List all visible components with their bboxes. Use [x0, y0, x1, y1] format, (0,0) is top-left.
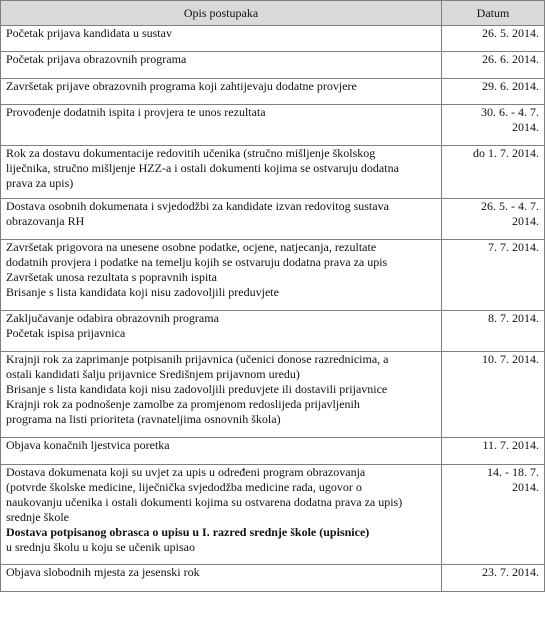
date-line: 26. 5. - 4. 7. [481, 199, 539, 213]
row-description [1, 146, 442, 199]
date-line: 30. 6. - 4. 7. [481, 105, 539, 119]
date-line: 23. 7. 2014. [482, 565, 539, 579]
description-line: Brisanje s lista kandidata koji nisu zadovoljili preduvjete ili dostavili prijavnice [6, 382, 388, 396]
date-line: 2014. [512, 214, 539, 228]
description-line: Provođenje dodatnih ispita i provjera te unos rezultata [6, 105, 266, 119]
row-date [442, 52, 545, 79]
description-line: Objava slobodnih mjesta za jesenski rok [6, 565, 200, 579]
row-description [1, 240, 442, 311]
date-line: 7. 7. 2014. [488, 240, 539, 254]
description-line: Dostava dokumenata koji su uvjet za upis u određeni program obrazovanja [6, 465, 366, 479]
table-row [1, 352, 545, 438]
table-header-row [1, 1, 545, 26]
row-date [442, 438, 545, 465]
description-line: Krajnji rok za podnošenje zamolbe za promjenom redoslijeda prijavljenih [6, 397, 360, 411]
row-description [1, 438, 442, 465]
date-line: 11. 7. 2014. [482, 438, 539, 452]
row-description [1, 352, 442, 438]
table-row [1, 311, 545, 352]
description-line: Završetak unosa rezultata s popravnih ispita [6, 270, 217, 284]
date-line: 2014. [512, 120, 539, 134]
row-date [442, 199, 545, 240]
header-date: Datum [442, 1, 545, 26]
date-line: 10. 7. 2014. [482, 352, 539, 366]
table-row [1, 199, 545, 240]
row-date [442, 352, 545, 438]
description-line: srednje škole [6, 510, 69, 524]
description-line: dodatnih provjera i podatke na temelju kojih se ostvaruju dodatna prava za upis [6, 255, 388, 269]
description-line: Početak prijava obrazovnih programa [6, 52, 187, 66]
table-row [1, 465, 545, 565]
description-line: Objava konačnih ljestvica poretka [6, 438, 170, 452]
row-date [442, 105, 545, 146]
date-line: do 1. 7. 2014. [473, 146, 539, 160]
description-line: Rok za dostavu dokumentacije redovitih učenika (stručno mišljenje školskog [6, 146, 376, 160]
description-line: Brisanje s lista kandidata koji nisu zadovoljili preduvjete [6, 285, 279, 299]
table-row [1, 26, 545, 52]
description-line: Zaključavanje odabira obrazovnih programa [6, 311, 219, 325]
description-line: Završetak prijave obrazovnih programa koji zahtijevaju dodatne provjere [6, 79, 357, 93]
description-line: programa na listi prioriteta (ravnateljima osnovnih škola) [6, 412, 281, 426]
table-row [1, 52, 545, 79]
description-line: Početak prijava kandidata u sustav [6, 26, 172, 40]
row-description [1, 52, 442, 79]
table-row [1, 146, 545, 199]
table-row [1, 105, 545, 146]
header-description: Opis postupaka [1, 1, 442, 26]
row-date [442, 146, 545, 199]
description-line: liječnika, stručno mišljenje HZZ-a i ostali dokumenti kojima se ostvaruju dodatna [6, 161, 399, 175]
description-extra-line: u srednju školu u koju se učenik upisao [6, 540, 195, 554]
description-line: (potvrde školske medicine, liječnička svjedodžba medicine rada, ugovor o [6, 480, 362, 494]
row-description [1, 105, 442, 146]
row-description [1, 79, 442, 105]
table-row [1, 438, 545, 465]
table-row [1, 79, 545, 105]
table-row [1, 565, 545, 592]
row-date [442, 465, 545, 565]
date-line: 2014. [512, 480, 539, 494]
row-description [1, 465, 442, 565]
description-line: Početak ispisa prijavnica [6, 326, 126, 340]
date-line: 26. 6. 2014. [482, 52, 539, 66]
date-line: 29. 6. 2014. [482, 79, 539, 93]
date-line: 8. 7. 2014. [488, 311, 539, 325]
row-description [1, 199, 442, 240]
row-date [442, 79, 545, 105]
date-line: 26. 5. 2014. [482, 26, 539, 40]
row-date [442, 311, 545, 352]
row-description [1, 311, 442, 352]
description-line: Dostava osobnih dokumenata i svjedodžbi za kandidate izvan redovitog sustava [6, 199, 389, 213]
row-description [1, 565, 442, 592]
description-extra-line: Dostava potpisanog obrasca o upisu u I. razred srednje škole (upisnice) [6, 525, 370, 539]
description-line: Krajnji rok za zaprimanje potpisanih prijavnica (učenici donose razrednicima, a [6, 352, 389, 366]
table-row [1, 240, 545, 311]
description-line: naukovanju učenika i ostali dokumenti kojima su ostvarena dodatna prava za upis) [6, 495, 403, 509]
description-line: prava za upis) [6, 176, 74, 190]
row-date [442, 565, 545, 592]
row-date [442, 240, 545, 311]
description-line: Završetak prigovora na unesene osobne podatke, ocjene, natjecanja, rezultate [6, 240, 377, 254]
row-date [442, 26, 545, 52]
description-line: obrazovanja RH [6, 214, 85, 228]
date-line: 14. - 18. 7. [487, 465, 539, 479]
row-description [1, 26, 442, 52]
description-line: ostali kandidati šalju prijavnice Središnjem prijavnom uredu) [6, 367, 300, 381]
